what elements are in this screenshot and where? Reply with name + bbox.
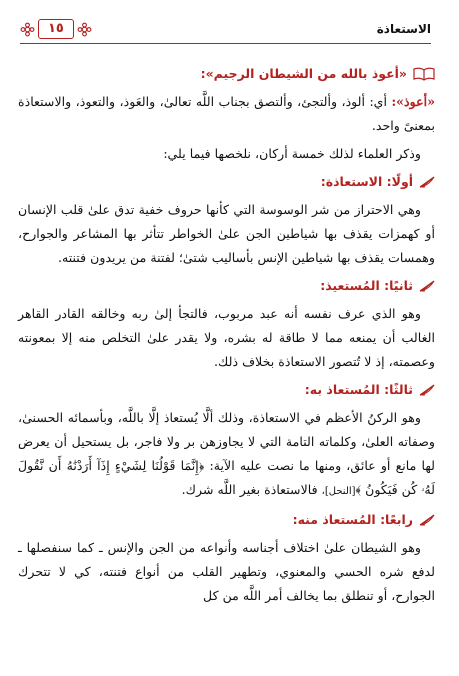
paragraph-text: أي: ألوذ، وألتجئ، وألتصق بجناب اللَّه تعالىٰ، والعَوذ، والتعوذ، والاستعاذة بمعنىً واحد. bbox=[18, 94, 435, 133]
paragraph-text: وهو الركنُ الأعظم في الاستعاذة، وذلك ألَّا يُستعاذ إلَّا باللَّه، وبأسمائه الحسنىٰ، وصفاته العلىٰ، وكلماته التامة التي لا يجاوزهن بر ولا فاجر، بل يستحيل أن يعرض لها مانع أو عائق، ومنها ما نصت عليه الآية: ﴿إِنَّمَا قَوْلُنَا لِشَيْءٍ إِذَآ أَرَدْنَٰهُ أَن نَّقُولَ لَهُۥ كُن فَيَكُونُ ﴾ bbox=[18, 410, 435, 497]
paragraph-text: فالاستعاذة بغير اللَّه شرك. bbox=[181, 482, 322, 497]
term-lead: «أعوذ»: bbox=[391, 94, 435, 109]
quill-pen-icon bbox=[419, 280, 435, 292]
quill-pen-icon bbox=[419, 176, 435, 188]
section-heading bbox=[18, 170, 435, 194]
running-title: الاستعاذة bbox=[376, 22, 431, 36]
heading-text: ثالثًا: المُستعاذ به: bbox=[304, 382, 413, 397]
page-number: ١٥ bbox=[38, 19, 74, 39]
quill-pen-icon bbox=[419, 384, 435, 396]
section-heading bbox=[18, 378, 435, 402]
section-heading bbox=[18, 508, 435, 532]
open-book-icon bbox=[413, 67, 435, 81]
heading-text: «أعوذ بالله من الشيطان الرجيم»: bbox=[200, 66, 407, 81]
section-heading bbox=[18, 274, 435, 298]
paragraph: وهو الذي عرف نفسه أنه عبد مربوب، فالتجأ إلىٰ ربه وخالقه القادر القاهر الغالب أن يمنعه مما لا طاقة له بشره، ولا يقدر علىٰ التخلص منه إلا بمعونته وعصمته، إذ لا تُتصور الاستعاذة بخلاف ذلك. bbox=[18, 306, 435, 369]
paragraph bbox=[18, 406, 435, 504]
heading-text: رابعًا: المُستعاذ منه: bbox=[292, 512, 413, 527]
page-header bbox=[20, 16, 431, 42]
paragraph: وذكر العلماء لذلك خمسة أركان، نلخصها فيما يلي: bbox=[163, 146, 421, 161]
paragraph: وهي الاحتراز من شر الوسوسة التي كأنها حروف خفية تدق علىٰ قلب الإنسان أو كهمزات يقذف بها شياطين الجن علىٰ الخواطر تتأثر بها المشاعر والجوارح، وهمسات يقذف بها شياطين الإنس بأساليب شتىٰ؛ لفتنة من يريدون فتنته. bbox=[18, 202, 435, 265]
paragraph bbox=[18, 90, 435, 138]
heading-text: ثانيًا: المُستعيذ: bbox=[320, 278, 413, 293]
page-number-box bbox=[20, 19, 92, 39]
heading-text: أولًا: الاستعاذة: bbox=[320, 174, 413, 189]
page-body bbox=[18, 60, 435, 612]
rosette-ornament-icon bbox=[20, 22, 35, 37]
paragraph: وهو الشيطان علىٰ اختلاف أجناسه وأنواعه من الجن والإنس ـ كما سنفصلها ـ لدفع شره الحسي والمعنوي، وتطهير القلب من أنواع فتنته، كي لا تتحرك الجوارح، أو تنطلق بما يخالف أمر اللَّه من كل bbox=[18, 540, 435, 603]
header-divider bbox=[20, 43, 431, 44]
quill-pen-icon bbox=[419, 514, 435, 526]
verse-reference: [النحل]، bbox=[321, 486, 356, 497]
section-heading bbox=[18, 62, 435, 86]
rosette-ornament-icon bbox=[77, 22, 92, 37]
